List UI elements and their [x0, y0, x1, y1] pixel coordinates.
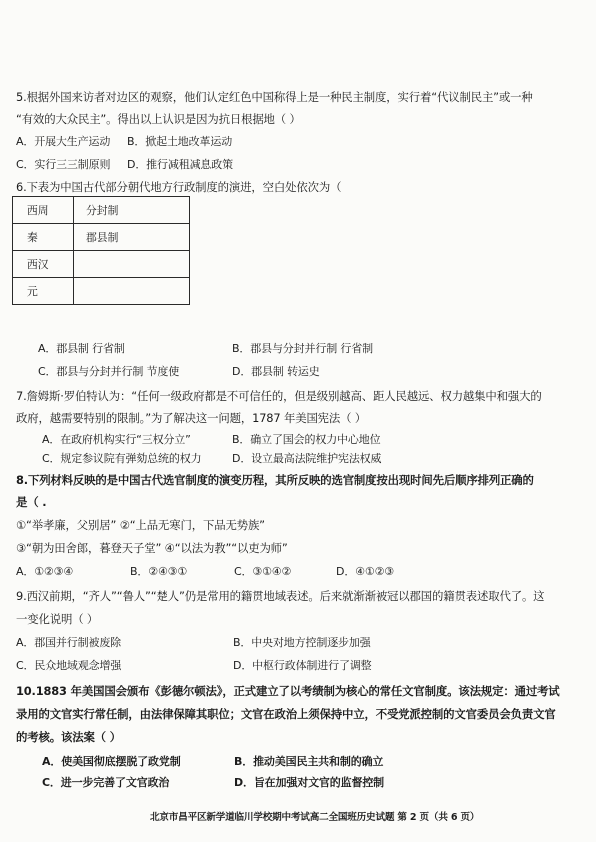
table-row [13, 278, 190, 305]
q9-option-b[interactable]: B．中央对地方控制逐步加强 [233, 636, 371, 649]
dynasty-admin-table [12, 196, 190, 305]
q7-stem-line1: 7.詹姆斯·罗伯特认为：“任何一级政府都是不可信任的，但是级别越高、距人民越远、权力越集中和强大的 [16, 389, 542, 403]
table-cell-dynasty: 元 [13, 278, 74, 305]
table-cell-dynasty: 秦 [13, 224, 74, 251]
q9-option-d[interactable]: D．中枢行政体制进行了调整 [233, 659, 372, 672]
q10-option-c[interactable]: C．进一步完善了文官政治 [42, 776, 170, 789]
q7-option-c[interactable]: C．规定参议院有弹劾总统的权力 [42, 452, 202, 465]
q10-stem-line1: 10.1883 年美国国会颁布《彭德尔顿法》，正式建立了以考绩制为核心的常任文官制度。该法规定：通过考试 [16, 684, 560, 698]
q7-option-b[interactable]: B．确立了国会的权力中心地位 [232, 433, 381, 446]
q5-stem-line1: 5.根据外国来访者对边区的观察，他们认定红色中国称得上是一种民主制度，实行着“代议制民主”或一种 [16, 90, 533, 104]
q8-stem-line1: 8.下列材料反映的是中国古代选官制度的演变历程，其所反映的选官制度按出现时间先后顺序排列正确的 [16, 473, 534, 487]
table-row [13, 197, 190, 224]
table-row [13, 224, 190, 251]
q7-stem-line2: 政府，越需要特别的限制。”为了解决这一问题，1787 年美国宪法（ ） [16, 411, 367, 425]
table-cell-dynasty: 西汉 [13, 251, 74, 278]
q7-option-a[interactable]: A．在政府机构实行“三权分立” [42, 433, 191, 446]
q6-option-d[interactable]: D．郡县制 转运史 [232, 365, 320, 378]
q9-stem-line1: 9.西汉前期，“齐人”“鲁人”“楚人”仍是常用的籍贯地域表述。后来就渐渐被冠以郡国的籍贯表述取代了。这 [16, 589, 545, 603]
q8-option-a[interactable]: A．①②③④ [16, 565, 74, 578]
q8-option-b[interactable]: B．②④③① [130, 565, 188, 578]
q5-option-a[interactable]: A．开展大生产运动 [16, 135, 111, 148]
q10-option-a[interactable]: A．使美国彻底摆脱了政党制 [42, 755, 181, 768]
q8-items-line2: ③“朝为田舍郎，暮登天子堂” ④“以法为教”“以吏为师” [16, 541, 288, 555]
q6-option-c[interactable]: C．郡县与分封并行制 节度使 [38, 365, 180, 378]
q8-stem-line2: 是（ . [16, 495, 47, 509]
q9-option-c[interactable]: C．民众地域观念增强 [16, 659, 122, 672]
q5-stem-line2: “有效的大众民主”。得出以上认识是因为抗日根据地（ ） [16, 112, 301, 126]
q7-option-d[interactable]: D．设立最高法院维护宪法权威 [232, 452, 382, 465]
q5-option-d[interactable]: D．推行减租减息政策 [127, 158, 233, 171]
q10-stem-line3: 的考核。该法案（ ） [16, 730, 121, 744]
q9-stem-line2: 一变化说明（ ） [16, 612, 99, 626]
table-cell-dynasty: 西周 [13, 197, 74, 224]
q9-option-a[interactable]: A．郡国并行制被废除 [16, 636, 122, 649]
q5-option-c[interactable]: C．实行三三制原则 [16, 158, 111, 171]
q6-option-b[interactable]: B．郡县与分封并行制 行省制 [232, 342, 373, 355]
q6-option-a[interactable]: A．郡县制 行省制 [38, 342, 125, 355]
table-cell-system: 分封制 [74, 197, 190, 224]
page-footer: 北京市昌平区新学道临川学校期中考试高二全国班历史试题 第 2 页（共 6 页） [150, 812, 480, 823]
table-cell-blank [74, 251, 190, 278]
table-row [13, 251, 190, 278]
q8-option-d[interactable]: D．④①②③ [336, 565, 395, 578]
q8-option-c[interactable]: C．③①④② [234, 565, 292, 578]
table-cell-blank [74, 278, 190, 305]
table-cell-system: 郡县制 [74, 224, 190, 251]
q6-stem: 6.下表为中国古代部分朝代地方行政制度的演进，空白处依次为（ [16, 180, 342, 194]
q10-stem-line2: 录用的文官实行常任制，由法律保障其职位；文官在政治上须保持中立，不受党派控制的文官委员会负责文官 [16, 707, 556, 721]
q5-option-b[interactable]: B．掀起土地改革运动 [127, 135, 233, 148]
q10-option-b[interactable]: B．推动美国民主共和制的确立 [234, 755, 384, 768]
q10-option-d[interactable]: D．旨在加强对文官的监督控制 [234, 776, 385, 789]
q8-items-line1: ①“举孝廉，父别居” ②“上品无寒门，下品无势族” [16, 518, 265, 532]
